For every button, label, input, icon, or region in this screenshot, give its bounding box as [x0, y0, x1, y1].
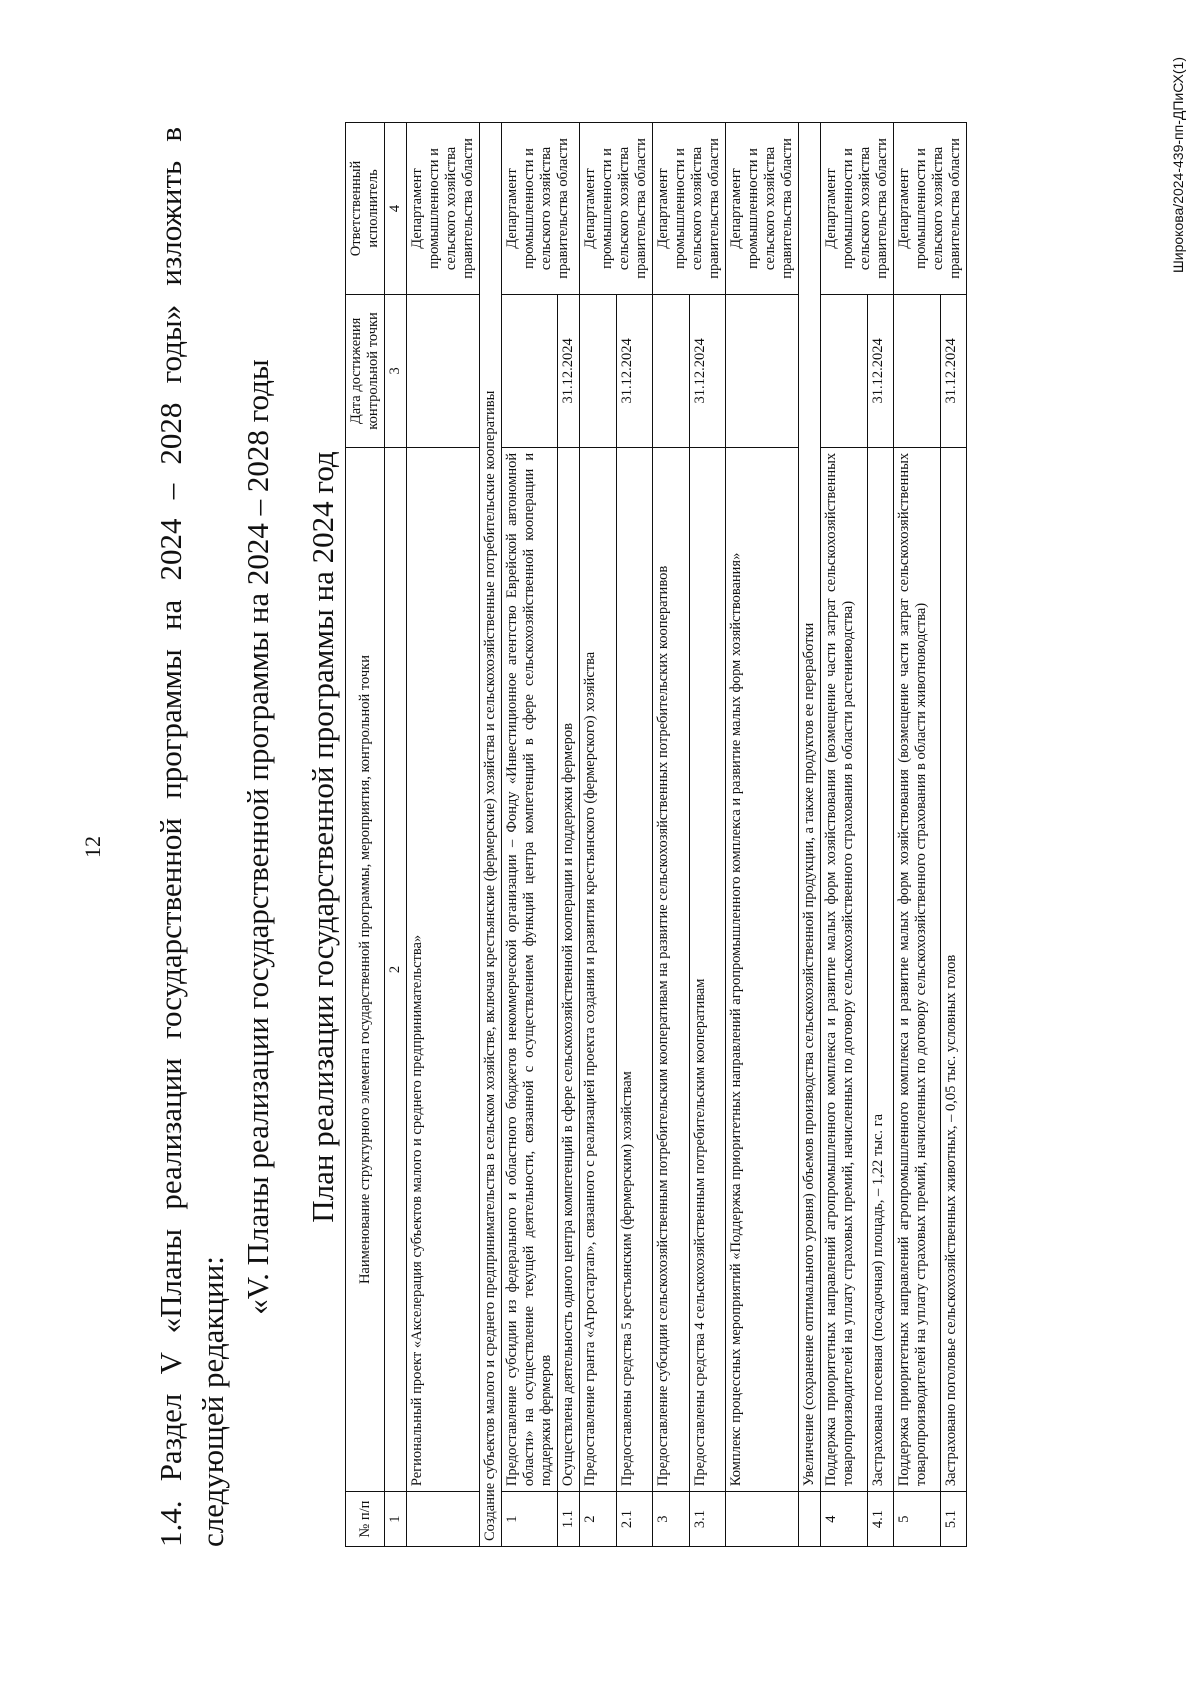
row-number: 4.1: [867, 1492, 893, 1547]
header-date: Дата достижения контрольной точки: [346, 294, 385, 447]
table-row: [480, 123, 502, 1547]
row-date: 31.12.2024: [616, 294, 653, 447]
column-number: 3: [385, 294, 407, 447]
row-number: 5: [894, 1492, 941, 1547]
row-number: 1: [502, 1492, 558, 1547]
row-date: [502, 294, 558, 447]
table-row: [867, 123, 893, 1547]
goal-row: Создание субъектов малого и среднего предпринимательства в сельском хозяйстве, включая крестьянские (фермерские) хозяйства и сельскохозяйственные потребительские кооперативы: [480, 123, 502, 1547]
table-row: [580, 123, 617, 1547]
row-date: [653, 294, 690, 447]
row-name: Региональный проект «Акселерация субъектов малого и среднего предпринимательства»: [407, 447, 480, 1491]
row-name: Застраховано поголовье сельскохозяйственных животных, – 0,05 тыс. условных голов: [940, 447, 966, 1491]
header-number: № п/п: [346, 1492, 385, 1547]
page-number: 12: [80, 836, 105, 858]
table-row: [653, 123, 690, 1547]
row-executor: Департамент промышленности и сельского хозяйства правительства области: [580, 123, 653, 295]
goal-row: Увеличение (сохранение оптимального уровня) объемов производства сельскохозяйственной продукции, а также продуктов ее переработки: [799, 123, 821, 1492]
row-date: [407, 294, 480, 447]
row-name: Предоставлены средства 4 сельскохозяйственным потребительским кооперативам: [689, 447, 726, 1491]
row-executor: Департамент промышленности и сельского хозяйства правительства области: [894, 123, 967, 295]
plan-table: [345, 122, 967, 1547]
header-name: Наименование структурного элемента государственной программы, мероприятия, контрольной точки: [346, 447, 385, 1491]
row-number: 4: [821, 1492, 868, 1547]
table-row: [726, 123, 799, 1547]
section-subheading: «V. Планы реализации государственной программы на 2024 – 2028 годы: [240, 359, 275, 1315]
row-date: [894, 294, 941, 447]
row-number: [799, 1492, 821, 1547]
row-date: 31.12.2024: [867, 294, 893, 447]
row-name: Предоставление гранта «Агростартап», связанного с реализацией проекта создания и развития крестьянского (фермерского) хозяйства: [580, 447, 617, 1491]
row-name: Застрахована посевная (посадочная) площадь, – 1,22 тыс. га: [867, 447, 893, 1491]
column-number: 1: [385, 1492, 407, 1547]
row-executor: Департамент промышленности и сельского хозяйства правительства области: [821, 123, 894, 295]
row-date: [726, 294, 799, 447]
column-number: 2: [385, 447, 407, 1491]
row-date: [821, 294, 868, 447]
table-row: [799, 123, 821, 1547]
section-heading: 1.4. Раздел V «Планы реализации государственной программы на 2024 – 2028 годы» изложить в следующей редакции:: [153, 127, 230, 1547]
row-number: 1.1: [558, 1492, 580, 1547]
table-row: [558, 123, 580, 1547]
row-executor: Департамент промышленности и сельского хозяйства правительства области: [726, 123, 799, 295]
header-executor: Ответственный исполнитель: [346, 123, 385, 295]
row-number: 2.1: [616, 1492, 653, 1547]
table-row: [821, 123, 868, 1547]
row-name: Предоставление субсидии из федерального и областного бюджетов некоммерческой организации – Фонду «Инвестиционное агентство Еврейской автономной области» на осуществление текущей деятельности, связанной с осуществлением функций центра компетенций в сфере сельскохозяйственной кооперации и поддержки фермеров: [502, 447, 558, 1491]
row-name: Комплекс процессных мероприятий «Поддержка приоритетных направлений агропромышленного комплекса и развитие малых форм хозяйствования»: [726, 447, 799, 1491]
row-number: [407, 1492, 480, 1547]
table-row: [940, 123, 966, 1547]
row-name: Поддержка приоритетных направлений агропромышленного комплекса и развитие малых форм хозяйствования (возмещение части затрат сельскохозяйственных товаропроизводителей на уплату страховых премий, начисленных по договору сельскохозяйственного страхования в области растениеводства): [821, 447, 868, 1491]
table-row: [502, 123, 558, 1547]
row-executor: Департамент промышленности и сельского хозяйства правительства области: [407, 123, 480, 295]
plan-title: План реализации государственной программы на 2024 год: [305, 451, 340, 1223]
document-id: Широкова/2024-439-пп-ДПиСХ(1): [1170, 57, 1186, 274]
row-name: Осуществлена деятельность одного центра компетенций в сфере сельскохозяйственной кооперации и поддержки фермеров: [558, 447, 580, 1491]
table-row: [894, 123, 941, 1547]
table-header-row: [346, 123, 385, 1547]
row-date: 31.12.2024: [689, 294, 726, 447]
row-executor: Департамент промышленности и сельского хозяйства правительства области: [653, 123, 726, 295]
row-number: 2: [580, 1492, 617, 1547]
table-row: [616, 123, 653, 1547]
row-name: Предоставлены средства 5 крестьянским (фермерским) хозяйствам: [616, 447, 653, 1491]
row-name: Поддержка приоритетных направлений агропромышленного комплекса и развитие малых форм хозяйствования (возмещение части затрат сельскохозяйственных товаропроизводителей на уплату страховых премий, начисленных по договору сельскохозяйственного страхования в области животноводства): [894, 447, 941, 1491]
row-executor: Департамент промышленности и сельского хозяйства правительства области: [502, 123, 580, 295]
row-date: [580, 294, 617, 447]
table-row: [689, 123, 726, 1547]
row-number: [726, 1492, 799, 1547]
row-name: Предоставление субсидии сельскохозяйственным потребительским кооперативам на развитие сельскохозяйственных потребительских кооперативов: [653, 447, 690, 1491]
row-number: 5.1: [940, 1492, 966, 1547]
column-number: 4: [385, 123, 407, 295]
row-number: 3.1: [689, 1492, 726, 1547]
row-date: 31.12.2024: [940, 294, 966, 447]
column-number-row: [385, 123, 407, 1547]
row-date: 31.12.2024: [558, 294, 580, 447]
table-row: [407, 123, 480, 1547]
row-number: 3: [653, 1492, 690, 1547]
